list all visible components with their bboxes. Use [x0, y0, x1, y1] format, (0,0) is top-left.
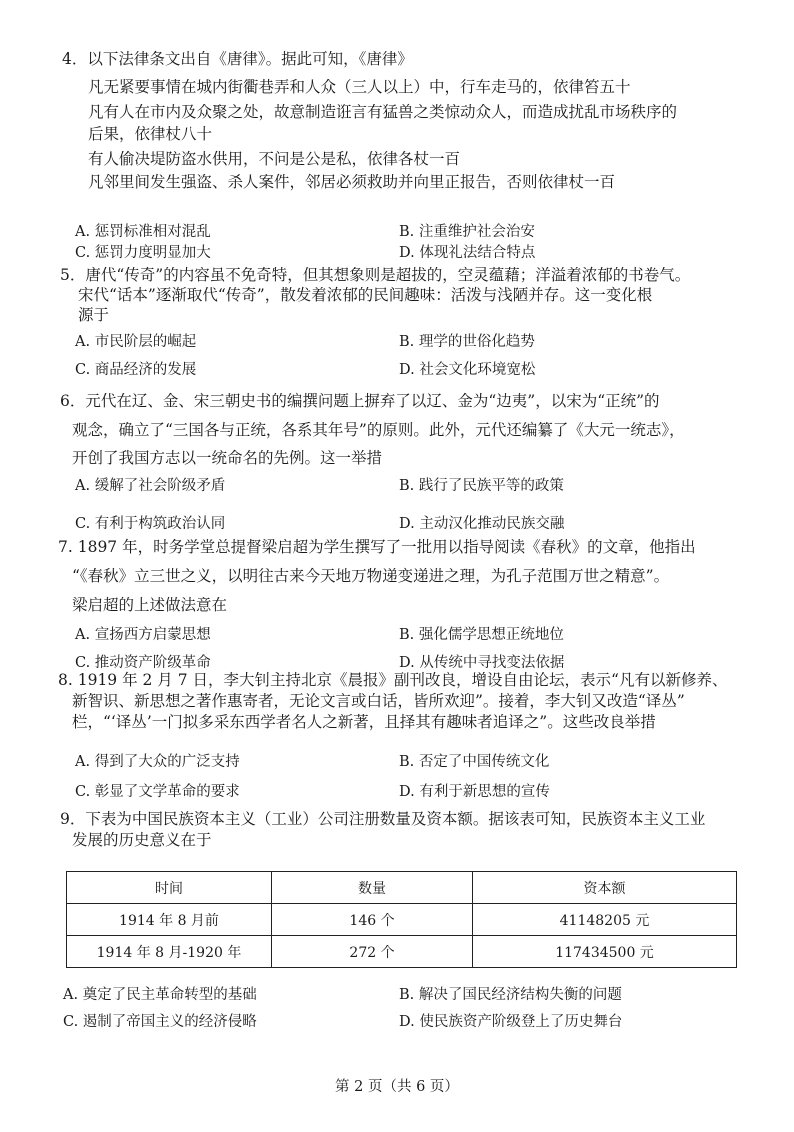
question-stem: 7. 1897 年，时务学堂总提督梁启超为学生撰写了一批用以指导阅读《春秋》的文章，他指出 — [58, 538, 696, 556]
option-a[interactable]: A. 缓解了社会阶级矛盾 — [75, 478, 226, 494]
option-c[interactable]: C. 遏制了帝国主义的经济侵略 — [63, 1014, 257, 1030]
question-stem: 8. 1919 年 2 月 7 日，李大钊主持北京《晨报》副刊改良，增设自由论坛，表示“凡有以新修养、 — [58, 671, 728, 689]
option-b[interactable]: B. 强化儒学思想正统地位 — [399, 627, 564, 643]
question-stem: 观念，确立了“三国各与正统，各系其年号”的原则。此外，元代还编纂了《大元一统志》， — [72, 421, 685, 439]
option-a[interactable]: A. 奠定了民主革命转型的基础 — [63, 987, 257, 1003]
option-d[interactable]: D. 社会文化环境宽松 — [399, 362, 536, 378]
table-header: 数量 — [272, 872, 473, 904]
question-stem: 4．以下法律条文出自《唐律》。据此可知，《唐律》 — [62, 50, 413, 68]
option-a[interactable]: A. 得到了大众的广泛支持 — [75, 754, 240, 770]
option-b[interactable]: B. 否定了中国传统文化 — [399, 754, 550, 770]
law-quote: 有人偷决堤防盗水供用，不问是公是私，依律各杖一百 — [88, 150, 461, 168]
option-b[interactable]: B. 理学的世俗化趋势 — [399, 334, 535, 350]
option-d[interactable]: D. 从传统中寻找变法依据 — [399, 655, 565, 671]
law-quote: 后果，依律杖八十 — [88, 125, 213, 143]
question-stem: “《春秋》立三世之义，以明往古来今天地万物递变递进之理，为孔子范围万世之精意”。 — [72, 567, 670, 585]
table-cell: 1914 年 8 月-1920 年 — [67, 936, 272, 968]
option-a[interactable]: A. 市民阶层的崛起 — [75, 334, 197, 350]
question-stem: 宋代“话本”逐渐取代“传奇”，散发着浓郁的民间趣味：活泼与浅陋并存。这一变化根 — [78, 286, 653, 304]
option-b[interactable]: B. 践行了民族平等的政策 — [399, 478, 564, 494]
table-cell: 117434500 元 — [473, 936, 737, 968]
option-d[interactable]: D. 体现礼法结合特点 — [399, 245, 536, 261]
table-cell: 1914 年 8 月前 — [67, 904, 272, 936]
table-header: 资本额 — [473, 872, 737, 904]
option-c[interactable]: C. 彰显了文学革命的要求 — [75, 784, 240, 800]
question-stem: 栏，“‘译丛’一门拟多采东西学者名人之新著，且择其有趣味者追译之”。这些改良举措 — [72, 713, 656, 731]
question-stem: 6．元代在辽、金、宋三朝史书的编撰问题上摒弃了以辽、金为“边夷”，以宋为“正统”的 — [60, 392, 660, 410]
option-b[interactable]: B. 解决了国民经济结构失衡的问题 — [399, 987, 622, 1003]
question-stem: 源于 — [78, 306, 110, 324]
option-c[interactable]: C. 惩罚力度明显加大 — [75, 245, 211, 261]
question-stem: 9．下表为中国民族资本主义（工业）公司注册数量及资本额。据该表可知，民族资本主义工业 — [60, 810, 706, 828]
option-d[interactable]: D. 主动汉化推动民族交融 — [399, 516, 565, 532]
option-a[interactable]: A. 宣扬西方启蒙思想 — [75, 627, 211, 643]
law-quote: 凡邻里间发生强盗、杀人案件，邻居必须救助并向里正报告，否则依律杖一百 — [88, 173, 616, 191]
table-row — [67, 936, 737, 968]
option-b[interactable]: B. 注重维护社会治安 — [399, 224, 535, 240]
option-c[interactable]: C. 有利于构筑政治认同 — [75, 516, 226, 532]
question-stem: 发展的历史意义在于 — [72, 831, 212, 849]
table-cell: 272 个 — [272, 936, 473, 968]
page-footer: 第 2 页（共 6 页） — [335, 1079, 459, 1095]
table-cell: 41148205 元 — [473, 904, 737, 936]
option-c[interactable]: C. 推动资产阶级革命 — [75, 655, 211, 671]
question-stem: 开创了我国方志以一统命名的先例。这一举措 — [72, 449, 383, 467]
question-stem: 梁启超的上述做法意在 — [72, 596, 228, 614]
law-quote: 凡有人在市内及众聚之处，故意制造诳言有猛兽之类惊动众人，而造成扰乱市场秩序的 — [88, 103, 678, 121]
table-row — [67, 904, 737, 936]
option-a[interactable]: A. 惩罚标准相对混乱 — [75, 224, 211, 240]
table-header: 时间 — [67, 872, 272, 904]
option-c[interactable]: C. 商品经济的发展 — [75, 362, 197, 378]
question-stem: 5．唐代“传奇”的内容虽不免奇特，但其想象则是超拔的，空灵蕴藉；洋溢着浓郁的书卷气。 — [60, 266, 691, 284]
law-quote: 凡无紧要事情在城内街衢巷弄和人众（三人以上）中，行车走马的，依律笞五十 — [88, 78, 631, 96]
option-d[interactable]: D. 使民族资产阶级登上了历史舞台 — [399, 1014, 623, 1030]
table-header-row — [67, 872, 737, 904]
table-cell: 146 个 — [272, 904, 473, 936]
question-stem: 新智识、新思想之著作惠寄者，无论文言或白话，皆所欢迎”。接着，李大钊又改造“译丛” — [72, 692, 685, 710]
capital-table — [66, 871, 737, 968]
option-d[interactable]: D. 有利于新思想的宣传 — [399, 784, 550, 800]
